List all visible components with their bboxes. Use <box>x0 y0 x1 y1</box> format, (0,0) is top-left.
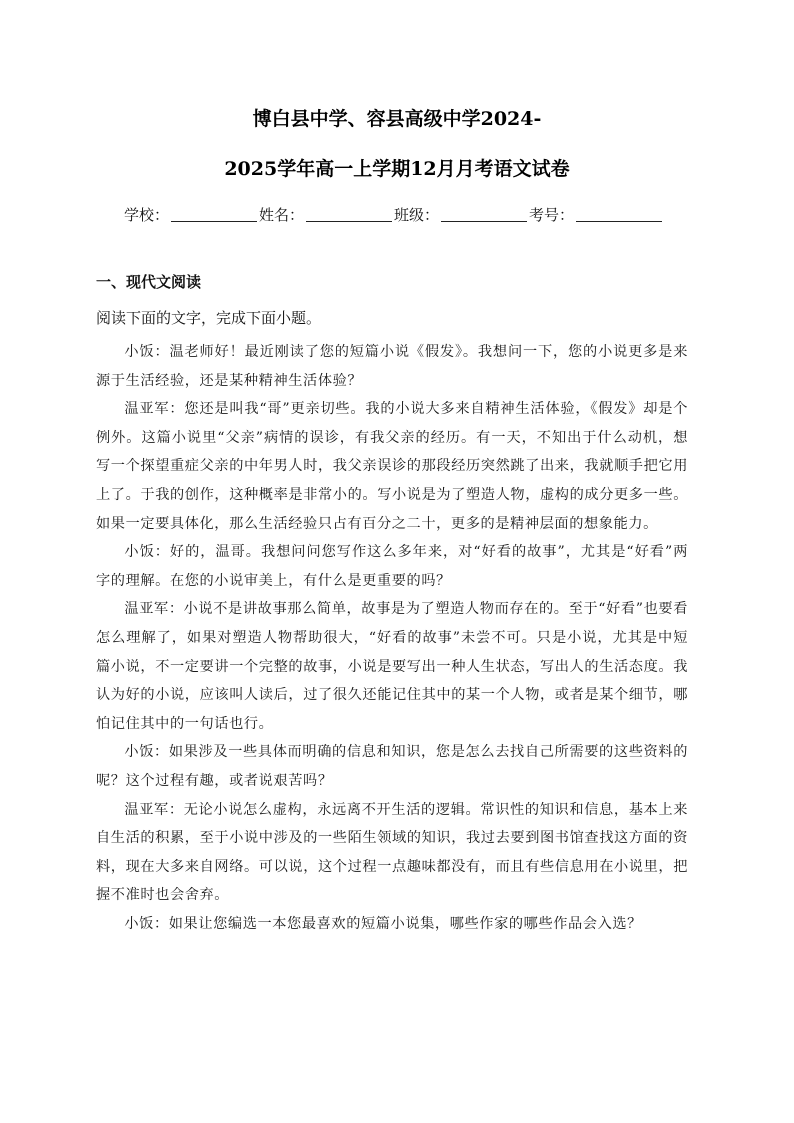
section-heading: 一、现代文阅读 <box>96 273 202 291</box>
passage-paragraph: 小饭：如果让您编选一本您最喜欢的短篇小说集，哪些作家的哪些作品会入选？ <box>124 915 642 932</box>
passage-paragraph: 小饭：如果涉及一些具体而明确的信息和知识，您是怎么去找自己所需要的这些资料的呢？这个过程有趣，或者说艰苦吗？ <box>96 744 688 789</box>
passage-paragraph: 温亚军：无论小说怎么虚构，永远离不开生活的逻辑。常识性的知识和信息，基本上来自生活的积累，至于小说中涉及的一些陌生领域的知识，我过去要到图书馆查找这方面的资料，现在大多来自网络。可以说，这个过程一点趣味都没有，而且有些信息用在小说里，把握不准时也会舍弃。 <box>96 801 688 904</box>
passage-paragraph: 小饭：温老师好！最近刚读了您的短篇小说《假发》。我想问一下，您的小说更多是来源于生活经验，还是某种精神生活体验？ <box>96 344 688 389</box>
passage-paragraph: 温亚军：您还是叫我“哥”更亲切些。我的小说大多来自精神生活体验，《假发》却是个例外。这篇小说里“父亲”病情的误诊，有我父亲的经历。有一天，不知出于什么动机，想写一个探望重症父亲的中年男人时，我父亲误诊的那段经历突然跳了出来，我就顺手把它用上了。于我的创作，这种概率是非常小的。写小说是为了塑造人物，虚构的成分更多一些。如果一定要具体化，那么生活经验只占有百分之二十，更多的是精神层面的想象能力。 <box>96 401 688 532</box>
reading-passage <box>96 338 688 938</box>
class-label: 班级： <box>394 206 440 224</box>
name-label: 姓名： <box>259 206 305 224</box>
exam-title-line-2: 2025学年高一上学期12月月考语文试卷 <box>224 158 570 180</box>
name-blank <box>306 220 392 222</box>
exam-number-label: 考号： <box>529 206 575 224</box>
passage-paragraph: 小饭：好的，温哥。我想问问您写作这么多年来，对“好看的故事”，尤其是“好看”两字的理解。在您的小说审美上，有什么是更重要的吗？ <box>96 544 688 589</box>
school-blank <box>171 220 257 222</box>
class-blank <box>441 220 527 222</box>
student-info-row <box>124 204 664 225</box>
exam-title-line-1: 博白县中学、容县高级中学2024- <box>252 108 542 130</box>
section-instruction: 阅读下面的文字，完成下面小题。 <box>96 309 322 327</box>
exam-number-blank <box>576 220 662 222</box>
passage-paragraph: 温亚军：小说不是讲故事那么简单，故事是为了塑造人物而存在的。至于“好看”也要看怎么理解了，如果对塑造人物帮助很大，“好看的故事”未尝不可。只是小说，尤其是中短篇小说，不一定要讲一个完整的故事，小说是要写出一种人生状态，写出人的生活态度。我认为好的小说，应该叫人读后，过了很久还能记住其中的某一个人物，或者是某个细节，哪怕记住其中的一句话也行。 <box>96 601 688 732</box>
school-label: 学校： <box>124 206 170 224</box>
